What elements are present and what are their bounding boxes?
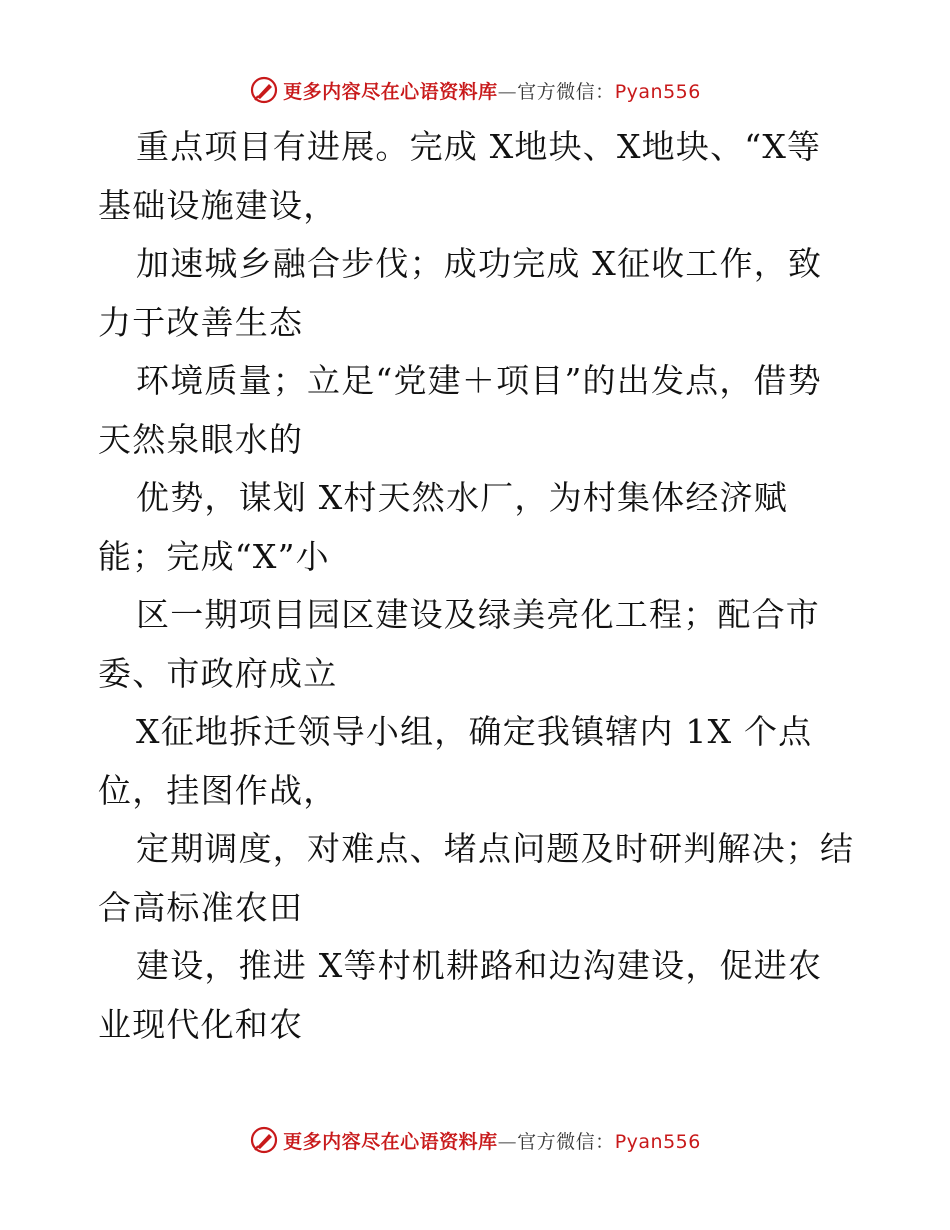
body-line: 力于改善生态 xyxy=(98,302,304,342)
body-line: 合高标准农田 xyxy=(98,887,304,927)
body-line: 能；完成“X”小 xyxy=(98,536,330,576)
body-line: 区一期项目园区建设及绿美亮化工程；配合市 xyxy=(136,595,820,634)
quill-logo-icon xyxy=(249,75,279,105)
header-id: Pyan556 xyxy=(614,80,701,103)
quill-logo-icon xyxy=(249,1125,279,1155)
body-line: 位，挂图作战， xyxy=(98,770,338,810)
body-line: 环境质量；立足“党建＋项目”的出发点，借势 xyxy=(136,361,822,400)
body-line: 委、市政府成立 xyxy=(98,653,338,693)
body-line: 基础设施建设， xyxy=(98,185,338,225)
header-watermark-text xyxy=(283,77,701,104)
footer-watermark xyxy=(0,1120,950,1160)
header-label: 官方微信： xyxy=(517,80,615,103)
body-line: 业现代化和农 xyxy=(98,1004,304,1044)
header-dash: — xyxy=(497,80,518,103)
header-brand: 更多内容尽在心语资料库 xyxy=(283,80,498,103)
body-line: X征地拆迁领导小组，确定我镇辖内 1X 个点 xyxy=(136,712,813,751)
body-line: 优势，谋划 X村天然水厂，为村集体经济赋 xyxy=(136,478,788,517)
footer-dash: — xyxy=(497,1130,518,1153)
footer-id: Pyan556 xyxy=(614,1130,701,1153)
footer-label: 官方微信： xyxy=(517,1130,615,1153)
body-line: 定期调度，对难点、堵点问题及时研判解决；结 xyxy=(136,829,855,868)
body-line: 重点项目有进展。完成 X地块、X地块、“X等 xyxy=(136,127,822,166)
body-line: 天然泉眼水的 xyxy=(98,419,304,459)
document-body xyxy=(98,118,898,1054)
footer-brand: 更多内容尽在心语资料库 xyxy=(283,1130,498,1153)
footer-watermark-text xyxy=(283,1127,701,1154)
body-line: 加速城乡融合步伐；成功完成 X征收工作，致 xyxy=(136,244,823,283)
body-line: 建设，推进 X等村机耕路和边沟建设，促进农 xyxy=(136,946,823,985)
header-watermark xyxy=(0,70,950,110)
